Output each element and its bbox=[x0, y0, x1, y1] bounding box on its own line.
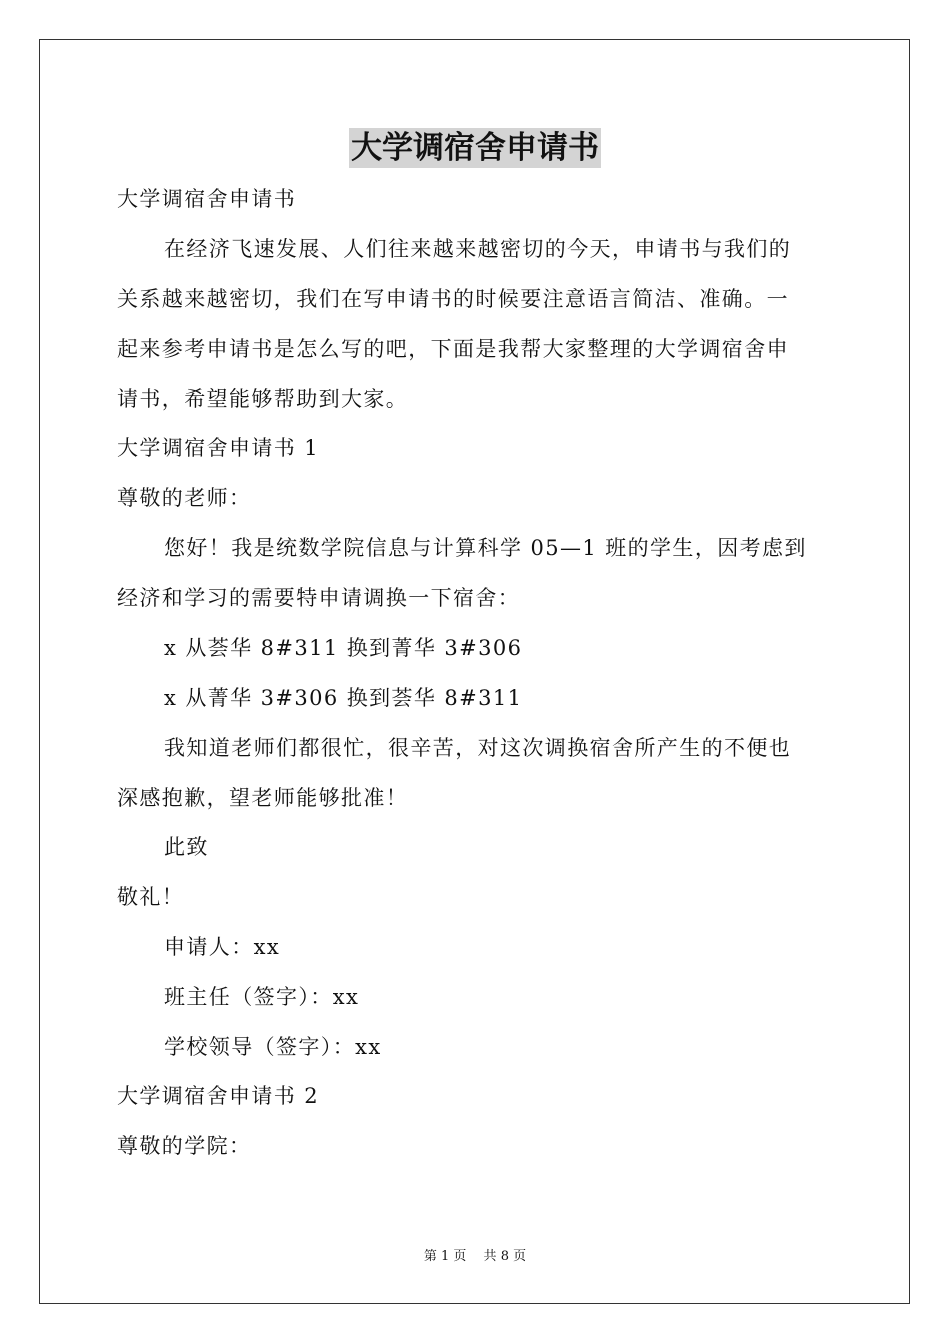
page-footer: 第 1 页 共 8 页 bbox=[423, 1249, 527, 1264]
subtitle: 大学调宿舍申请书 bbox=[117, 187, 297, 211]
signature-teacher: 班主任（签字）：xx bbox=[164, 985, 360, 1009]
paragraph-line: 经济和学习的需要特申请调换一下宿舍： bbox=[117, 586, 521, 610]
paragraph-line: 我知道老师们都很忙，很辛苦，对这次调换宿舍所产生的不便也 bbox=[164, 736, 792, 760]
list-item: x 从菁华 3#306 换到荟华 8#311 bbox=[164, 686, 523, 710]
salutation: 尊敬的老师： bbox=[117, 486, 252, 510]
document-title: 大学调宿舍申请书 bbox=[351, 130, 599, 166]
paragraph-line: 深感抱歉，望老师能够批准！ bbox=[117, 786, 409, 810]
title-container bbox=[0, 128, 950, 168]
paragraph-line: 在经济飞速发展、人们往来越来越密切的今天，申请书与我们的 bbox=[164, 237, 792, 261]
list-item: x 从荟华 8#311 换到菁华 3#306 bbox=[164, 636, 523, 660]
closing-line: 此致 bbox=[164, 835, 209, 859]
signature-leader: 学校领导（签字）：xx bbox=[164, 1035, 382, 1059]
paragraph-line: 关系越来越密切，我们在写申请书的时候要注意语言简洁、准确。一 bbox=[117, 287, 789, 311]
closing-line: 敬礼！ bbox=[117, 885, 185, 909]
paragraph-line: 起来参考申请书是怎么写的吧，下面是我帮大家整理的大学调宿舍申 bbox=[117, 337, 789, 361]
page-border bbox=[39, 39, 910, 1304]
section-heading: 大学调宿舍申请书 2 bbox=[117, 1084, 320, 1108]
paragraph-line: 请书，希望能够帮助到大家。 bbox=[117, 387, 409, 411]
paragraph-line: 您好！我是统数学院信息与计算科学 05—1 班的学生，因考虑到 bbox=[164, 536, 807, 560]
section-heading: 大学调宿舍申请书 1 bbox=[117, 436, 320, 460]
signature-applicant: 申请人：xx bbox=[164, 935, 281, 959]
salutation: 尊敬的学院： bbox=[117, 1134, 252, 1158]
